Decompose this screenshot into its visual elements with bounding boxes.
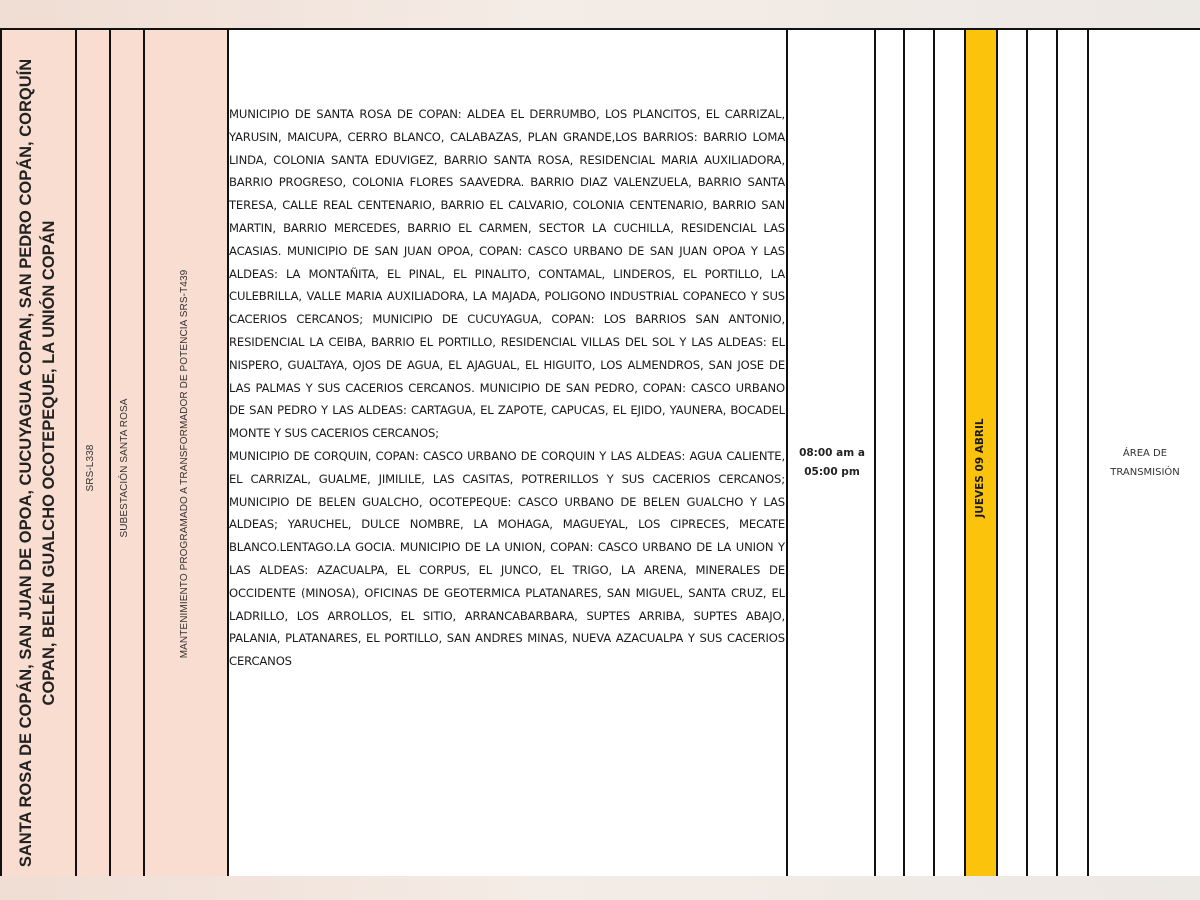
circuit-code: SRS-L338 (85, 444, 96, 492)
maintenance-description: MANTENIMIENTO PROGRAMADO A TRANSFORMADOR DE POTENCIA SRS-T439 (179, 269, 190, 659)
photo-top-margin (0, 0, 1200, 28)
photo-bottom-margin (0, 876, 1200, 900)
schedule-hours (792, 444, 872, 482)
outage-date: JUEVES 09 ABRIL (974, 418, 986, 518)
responsible-area (1090, 444, 1200, 482)
column-divider (143, 28, 145, 876)
column-divider (874, 28, 876, 876)
column-divider (1056, 28, 1058, 876)
column-divider (75, 28, 77, 876)
area-line-1: ÁREA DE (1122, 448, 1168, 459)
column-divider (109, 28, 111, 876)
column-divider (964, 28, 966, 876)
column-divider (1026, 28, 1028, 876)
substation-name: SUBESTACIÓN SANTA ROSA (119, 398, 130, 538)
column-divider (996, 28, 998, 876)
column-divider (786, 28, 788, 876)
municipios-heading: SANTA ROSA DE COPÁN, SAN JUAN DE OPOA, CUCUYAGUA COPAN, SAN PEDRO COPÁN, CORQUÍN COPAN, BELÉN GUALCHO OCOTEPEQUE, LA UNIÓN COPÁN (17, 58, 58, 868)
schedule-start: 08:00 am a (799, 447, 865, 459)
table-top-border (0, 28, 1200, 30)
schedule-end: 05:00 pm (804, 466, 860, 478)
column-divider (1087, 28, 1089, 876)
column-divider (0, 28, 2, 876)
area-line-2: TRANSMISIÓN (1110, 467, 1180, 478)
affected-areas-text: MUNICIPIO DE SANTA ROSA DE COPAN: ALDEA EL DERRUMBO, LOS PLANCITOS, EL CARRIZAL, YARUSIN, MAICUPA, CERRO BLANCO, CALABAZAS, PLAN GRANDE,LOS BARRIOS: BARRIO LOMA LINDA, COLONIA SANTA EDUVIGEZ, BARRIO SANTA ROSA, RESIDENCIAL MARIA AUXILIADORA, BARRIO PROGRESO, COLONIA FLORES SAAVEDRA. BARRIO DIAZ VALENZUELA, BARRIO SANTA TERESA, CALLE REAL CENTENARIO, BARRIO EL CALVARIO, COLONIA CENTENARIO, BARRIO SAN MARTIN, BARRIO MERCEDES, BARRIO EL CARMEN, SECTOR LA CUCHILLA, RESIDENCIAL LAS ACASIAS. MUNICIPIO DE SAN JUAN OPOA, COPAN: CASCO URBANO DE SAN JUAN OPOA Y LAS ALDEAS: LA MONTAÑITA, EL PINAL, EL PINALITO, CONTAMAL, LINDEROS, EL PORTILLO, LA CULEBRILLA, VALLE MARIA AUXILIADORA, LA MAJADA, POLIGONO INDUSTRIAL COPANECO Y SUS CACERIOS CERCANOS; MUNICIPIO DE CUCUYAGUA, COPAN: LOS BARRIOS SAN ANTONIO, RESIDENCIAL LA CEIBA, BARRIO EL PORTILLO, RESIDENCIAL VILLAS DEL SOL Y LAS ALDEAS: EL NISPERO, GUALTAYA, OJOS DE AGUA, EL AJAGUAL, EL HIGUITO, LOS ALMENDROS, SAN JOSE DE LAS PALMAS Y SUS CACERIOS CERCANOS. MUNICIPIO DE SAN PEDRO, COPAN: CASCO URBANO DE SAN PEDRO Y LAS ALDEAS: CARTAGUA, EL ZAPOTE, CAPUCAS, EL EJIDO, YAUNERA, BOCADEL MONTE Y SUS CACERIOS CERCANOS; MUNICIPIO DE CORQUIN, COPAN: CASCO URBANO DE CORQUIN Y LAS ALDEAS: AGUA CALIENTE, EL CARRIZAL, GUALME, JIMILILE, LAS CASITAS, POTRERILLOS Y SUS CACERIOS CERCANOS; MUNICIPIO DE BELEN GUALCHO, OCOTEPEQUE: CASCO URBANO DE BELEN GUALCHO Y LAS ALDEAS; YARUCHEL, DULCE NOMBRE, LA MOHAGA, MAGUEYAL, LOS CIPRECES, MECATE BLANCO.LENTAGO.LA GOCIA. MUNICIPIO DE LA UNION, COPAN: CASCO URBANO DE LA UNION Y LAS ALDEAS: AZACUALPA, EL CORPUS, EL JUNCO, EL TRIGO, LA ARENA, MINERALES DE OCCIDENTE (MINOSA), OFICINAS DE GEOTERMICA PLATANARES, SAN MIGUEL, SANTA CRUZ, EL LADRILLO, LOS ARROLLOS, EL SITIO, ARRANCABARBARA, SUPTES ARRIBA, SUPTES ABAJO, PALANIA, PLATANARES, EL PORTILLO, SAN ANDRES MINAS, NUEVA AZACUALPA Y SUS CACERIOS CERCANOS (229, 107, 785, 669)
column-divider (903, 28, 905, 876)
outage-schedule-table (0, 28, 1200, 876)
column-divider (933, 28, 935, 876)
